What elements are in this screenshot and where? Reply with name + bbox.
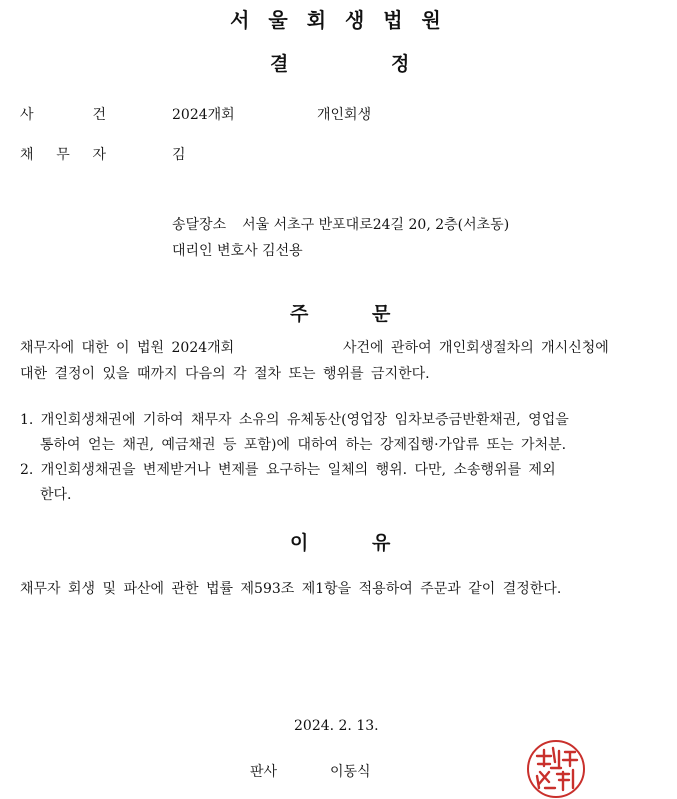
service-address-value: 서울 서초구 반포대로24길 20, 2층(서초동) [242, 217, 510, 233]
order-item-1-line1: 1. 개인회생채권에 기하여 채무자 소유의 유체동산(영업장 임차보증금반환채권, 영업을 [20, 412, 569, 428]
order-para-line1-end: 사건에 관하여 개인회생절차의 개시신청에 [343, 340, 609, 356]
order-item-2-line1: 2. 개인회생채권을 변제받거나 변제를 요구하는 일체의 행위. 다만, 소송행위를 제외 [20, 462, 556, 478]
judge-title: 판사 [250, 764, 278, 780]
reason-heading-left: 이 [290, 532, 309, 554]
order-para-line1-start: 채무자에 대한 이 법원 2024개회 [20, 340, 235, 356]
doc-type-left: 결 [270, 53, 289, 75]
case-number-prefix: 2024개회 [172, 107, 235, 123]
order-heading-left: 주 [290, 303, 309, 325]
debtor-label: 채 무 자 [20, 147, 106, 163]
order-heading-right: 문 [372, 303, 391, 325]
judge-seal-stamp [527, 740, 585, 798]
court-name: 서 울 회 생 법 원 [230, 8, 447, 32]
debtor-name: 김 [172, 147, 186, 163]
case-type: 개인회생 [317, 107, 372, 123]
case-label: 사 건 [20, 107, 106, 123]
service-address [172, 214, 509, 234]
service-address-label: 송달장소 [172, 217, 227, 233]
order-item-2-line2: 한다. [40, 487, 72, 503]
decision-date: 2024. 2. 13. [294, 718, 379, 734]
seal-mark-icon [529, 742, 583, 796]
agent-line: 대리인 변호사 김선용 [172, 243, 303, 259]
doc-type-right: 정 [391, 53, 410, 75]
order-para-line2: 대한 결정이 있을 때까지 다음의 각 절차 또는 행위를 금지한다. [20, 366, 430, 382]
reason-heading-right: 유 [372, 532, 391, 554]
order-item-1-line2: 통하여 얻는 채권, 예금채권 등 포함)에 대하여 하는 강제집행·가압류 또는 가처분. [40, 437, 567, 453]
judge-name: 이동식 [330, 764, 371, 780]
reason-text: 채무자 회생 및 파산에 관한 법률 제593조 제1항을 적용하여 주문과 같이 결정한다. [20, 581, 562, 597]
